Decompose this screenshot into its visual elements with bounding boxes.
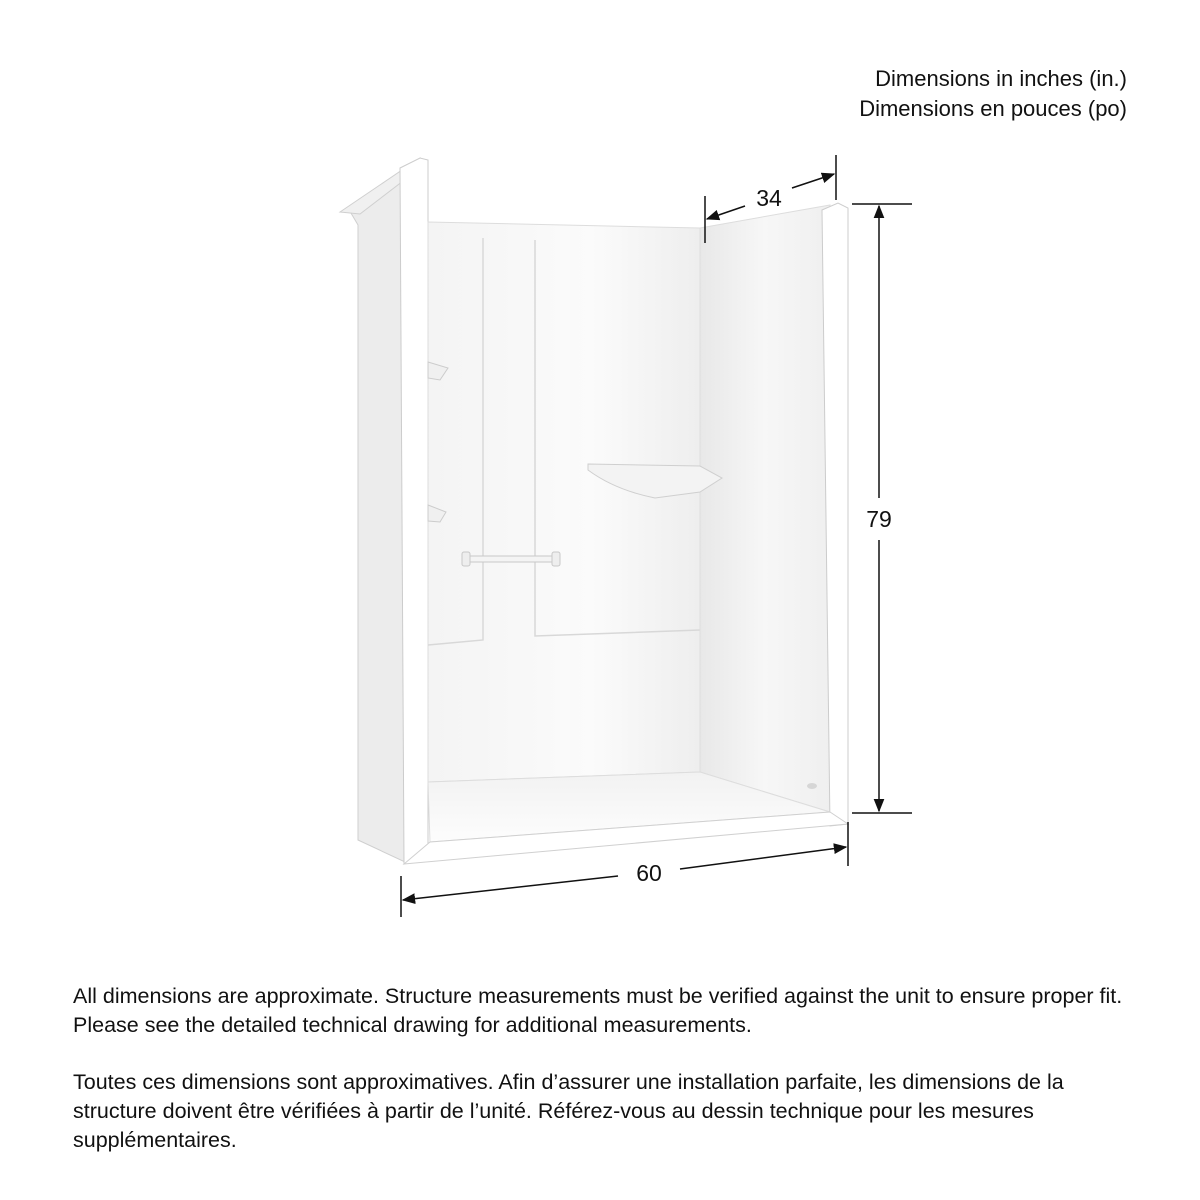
height-dimension: [852, 204, 912, 813]
shower-unit: [340, 158, 848, 864]
depth-arrow-line: [792, 174, 834, 188]
grab-bar-mount: [552, 552, 560, 566]
disclaimer-english: All dimensions are approximate. Structure measurements must be verified against the unit to ensure proper fit. Please see the detailed technical drawing for additional measurements.: [73, 984, 1123, 1037]
width-arrow-line: [403, 876, 618, 900]
right-wall: [700, 205, 830, 812]
back-wall: [428, 222, 700, 782]
depth-arrow-line: [707, 206, 745, 219]
disclaimer-french: Toutes ces dimensions sont approximatives. Afin d’assurer une installation parfaite, les dimensions de la structure doivent être vérifiées à partir de l’unité. Référez-vous au dessin technique pour les mesures supplémentaires.: [73, 1070, 1064, 1152]
grab-bar: [462, 556, 560, 562]
drain: [807, 783, 817, 789]
disclaimer-notes: [73, 982, 1133, 1183]
width-arrow-line: [680, 847, 846, 869]
units-french: Dimensions en pouces (po): [859, 96, 1127, 121]
depth-label: 34: [756, 185, 782, 211]
grab-bar-mount: [462, 552, 470, 566]
units-english: Dimensions in inches (in.): [875, 66, 1127, 91]
left-flange: [400, 158, 428, 864]
width-label: 60: [636, 860, 662, 886]
height-label: 79: [866, 506, 892, 532]
left-side-panel: [348, 168, 405, 862]
